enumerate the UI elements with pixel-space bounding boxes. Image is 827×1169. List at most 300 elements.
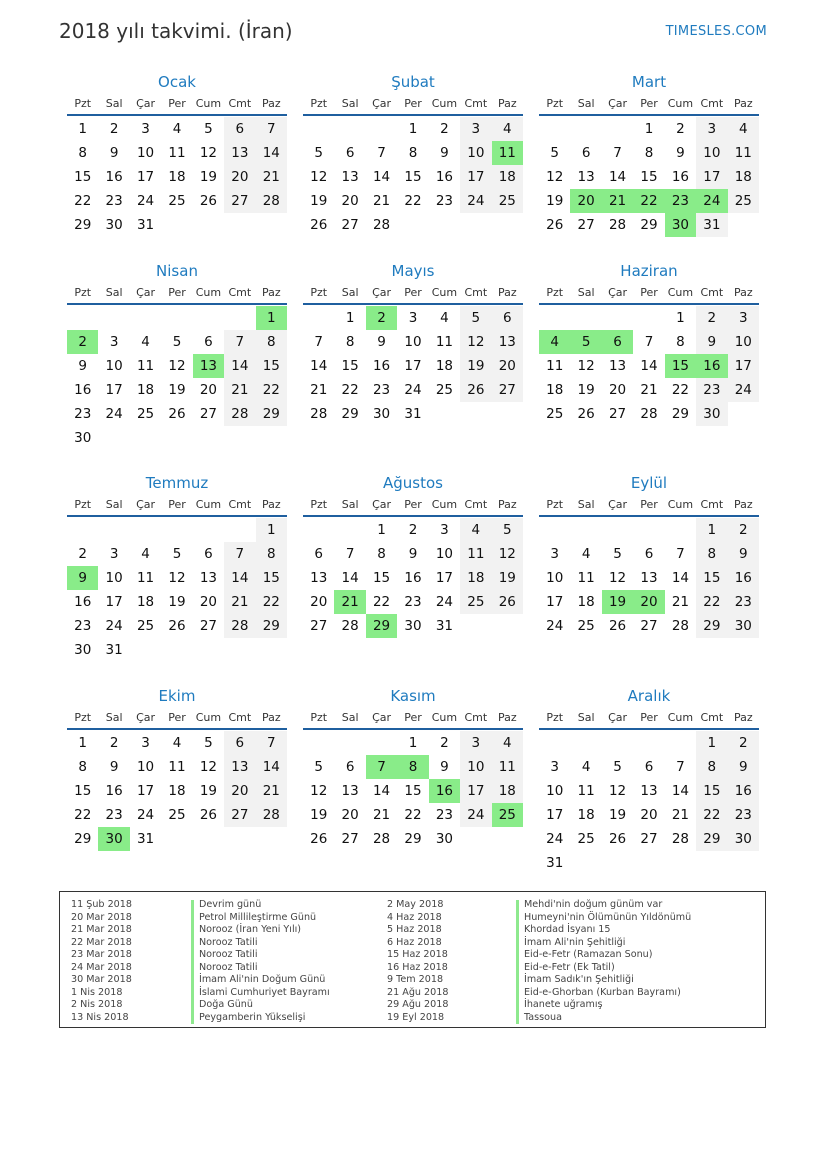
weekday-label: Sal xyxy=(341,710,359,724)
day-cell: 19 xyxy=(608,807,627,823)
weekday-label: Per xyxy=(404,710,422,724)
empty-cell xyxy=(161,306,192,330)
holiday-day: 13 xyxy=(193,354,224,378)
day-cell: 29 xyxy=(671,406,690,422)
month-6 xyxy=(539,261,759,426)
legend-entry: 29 Ağu 2018 xyxy=(387,999,449,1011)
weekday-label: Pzt xyxy=(74,96,92,110)
weekday-label: Paz xyxy=(497,710,517,724)
weekday-label: Sal xyxy=(105,710,123,724)
holiday-day: 20 xyxy=(633,590,664,614)
day-cell: 10 xyxy=(728,330,759,354)
day-cell: 28 xyxy=(224,402,255,426)
day-grid xyxy=(539,117,759,237)
day-cell: 6 xyxy=(345,145,355,161)
legend-entry: 9 Tem 2018 xyxy=(387,974,444,986)
day-cell: 19 xyxy=(546,193,564,209)
day-cell: 2 xyxy=(440,121,449,137)
day-cell: 26 xyxy=(168,618,186,634)
day-cell: 11 xyxy=(546,358,564,374)
empty-cell xyxy=(633,731,664,755)
month-11 xyxy=(303,686,523,851)
day-cell: 2 xyxy=(440,735,449,751)
legend-entry: 30 Mar 2018 xyxy=(71,974,132,986)
day-cell: 25 xyxy=(577,618,595,634)
weekday-label: Per xyxy=(640,96,658,110)
empty-cell xyxy=(130,306,161,330)
empty-cell xyxy=(130,518,161,542)
day-cell: 10 xyxy=(136,759,155,775)
weekday-header xyxy=(303,281,523,305)
weekday-label: Cmt xyxy=(700,710,724,724)
day-cell: 5 xyxy=(550,145,559,161)
holiday-day: 20 xyxy=(570,189,601,213)
day-cell: 14 xyxy=(310,358,328,374)
month-name: Ekim xyxy=(158,687,196,705)
day-cell: 9 xyxy=(440,759,449,775)
weekday-label: Cmt xyxy=(700,285,724,299)
day-cell: 9 xyxy=(109,759,119,775)
weekday-label: Çar xyxy=(608,497,628,511)
day-cell: 12 xyxy=(492,542,523,566)
day-cell: 15 xyxy=(341,358,359,374)
weekday-header xyxy=(303,92,523,116)
day-cell: 20 xyxy=(199,594,218,610)
day-cell: 19 xyxy=(492,566,523,590)
day-cell: 26 xyxy=(577,406,595,422)
day-cell: 29 xyxy=(640,217,658,233)
day-cell: 7 xyxy=(224,330,255,354)
day-cell: 3 xyxy=(460,731,491,755)
day-cell: 10 xyxy=(136,145,155,161)
day-cell: 17 xyxy=(105,382,123,398)
day-cell: 7 xyxy=(345,546,355,562)
day-cell: 18 xyxy=(577,807,595,823)
legend-entry: Eid-e-Ghorban (Kurban Bayramı) xyxy=(524,986,681,998)
day-cell: 15 xyxy=(696,566,727,590)
day-cell: 5 xyxy=(492,518,523,542)
day-cell: 10 xyxy=(546,570,564,586)
day-cell: 20 xyxy=(341,807,359,823)
day-cell: 16 xyxy=(105,783,123,799)
day-cell: 23 xyxy=(74,406,92,422)
day-cell: 10 xyxy=(696,141,727,165)
day-cell: 11 xyxy=(435,334,454,350)
day-cell: 13 xyxy=(341,169,359,185)
day-cell: 14 xyxy=(640,358,658,374)
day-cell: 7 xyxy=(644,334,654,350)
day-cell: 5 xyxy=(460,306,491,330)
day-cell: 9 xyxy=(676,145,685,161)
legend-entry: 15 Haz 2018 xyxy=(387,949,448,961)
day-cell: 21 xyxy=(224,378,255,402)
holiday-day: 1 xyxy=(256,306,287,330)
day-cell: 2 xyxy=(696,306,727,330)
day-cell: 11 xyxy=(728,141,759,165)
day-cell: 2 xyxy=(408,522,418,538)
legend-entry: 19 Eyl 2018 xyxy=(387,1011,445,1023)
day-cell: 22 xyxy=(404,807,422,823)
weekday-label: Sal xyxy=(577,497,595,511)
legend-names-col-2 xyxy=(524,899,691,1024)
day-cell: 21 xyxy=(224,590,255,614)
day-cell: 8 xyxy=(408,145,418,161)
empty-cell xyxy=(303,518,334,542)
legend-entry: 24 Mar 2018 xyxy=(71,961,132,973)
weekday-label: Çar xyxy=(136,96,156,110)
weekday-label: Çar xyxy=(372,285,392,299)
day-cell: 26 xyxy=(199,193,218,209)
holiday-day: 30 xyxy=(665,213,696,237)
day-cell: 4 xyxy=(440,310,449,326)
day-cell: 18 xyxy=(728,165,759,189)
day-cell: 23 xyxy=(404,594,422,610)
day-cell: 1 xyxy=(345,310,355,326)
day-cell: 7 xyxy=(676,546,685,562)
day-cell: 28 xyxy=(310,406,328,422)
day-cell: 12 xyxy=(546,169,564,185)
day-cell: 27 xyxy=(341,217,359,233)
empty-cell xyxy=(602,518,633,542)
day-cell: 8 xyxy=(256,330,287,354)
day-cell: 6 xyxy=(204,334,213,350)
weekday-label: Cum xyxy=(195,285,222,299)
day-cell: 11 xyxy=(136,570,155,586)
empty-cell xyxy=(98,306,129,330)
day-cell: 12 xyxy=(577,358,595,374)
legend-entry: Eid-e-Fetr (Ramazan Sonu) xyxy=(524,949,653,961)
day-grid xyxy=(303,306,523,426)
day-cell: 1 xyxy=(408,735,418,751)
holiday-day: 21 xyxy=(334,590,365,614)
weekday-label: Paz xyxy=(261,710,281,724)
day-cell: 21 xyxy=(372,807,391,823)
day-cell: 18 xyxy=(577,594,595,610)
weekday-header xyxy=(539,281,759,305)
day-cell: 28 xyxy=(671,831,690,847)
empty-cell xyxy=(67,518,98,542)
day-cell: 13 xyxy=(640,783,658,799)
day-cell: 3 xyxy=(550,759,559,775)
holiday-day: 5 xyxy=(570,330,601,354)
day-cell: 4 xyxy=(728,117,759,141)
day-cell: 3 xyxy=(728,306,759,330)
day-cell: 27 xyxy=(224,189,255,213)
weekday-header xyxy=(303,493,523,517)
weekday-label: Pzt xyxy=(310,285,328,299)
day-cell: 12 xyxy=(310,783,328,799)
day-cell: 19 xyxy=(168,594,186,610)
day-cell: 7 xyxy=(256,117,287,141)
weekday-label: Pzt xyxy=(310,710,328,724)
day-cell: 25 xyxy=(435,382,454,398)
weekday-label: Sal xyxy=(577,96,595,110)
day-cell: 13 xyxy=(199,570,218,586)
day-cell: 11 xyxy=(492,755,523,779)
day-cell: 1 xyxy=(377,522,386,538)
day-cell: 22 xyxy=(372,594,391,610)
day-cell: 25 xyxy=(168,193,186,209)
legend-divider xyxy=(191,900,194,1024)
holiday-day: 21 xyxy=(602,189,633,213)
empty-cell xyxy=(366,731,397,755)
day-cell: 3 xyxy=(141,121,150,137)
day-cell: 15 xyxy=(404,783,422,799)
empty-cell xyxy=(303,306,334,330)
day-cell: 27 xyxy=(199,618,218,634)
day-cell: 24 xyxy=(136,193,155,209)
day-grid xyxy=(67,117,287,237)
day-cell: 30 xyxy=(435,831,454,847)
empty-cell xyxy=(334,518,365,542)
day-cell: 8 xyxy=(676,334,685,350)
empty-cell xyxy=(98,518,129,542)
weekday-label: Çar xyxy=(608,96,628,110)
legend-entry: 21 Ağu 2018 xyxy=(387,986,449,998)
legend-entry: İslami Cumhuriyet Bayramı xyxy=(199,986,330,998)
day-cell: 26 xyxy=(608,831,627,847)
day-cell: 9 xyxy=(408,546,418,562)
day-cell: 13 xyxy=(640,570,658,586)
day-cell: 30 xyxy=(105,217,123,233)
day-cell: 15 xyxy=(74,783,92,799)
day-cell: 22 xyxy=(404,193,422,209)
weekday-label: Cmt xyxy=(228,710,252,724)
holiday-day: 19 xyxy=(602,590,633,614)
day-cell: 24 xyxy=(546,618,564,634)
day-cell: 26 xyxy=(492,590,523,614)
day-cell: 22 xyxy=(256,378,287,402)
day-cell: 17 xyxy=(136,783,155,799)
day-cell: 29 xyxy=(341,406,359,422)
day-cell: 4 xyxy=(492,731,523,755)
day-cell: 4 xyxy=(460,518,491,542)
day-cell: 20 xyxy=(310,594,328,610)
day-cell: 20 xyxy=(199,382,218,398)
day-cell: 2 xyxy=(109,121,119,137)
day-cell: 19 xyxy=(460,354,491,378)
legend-entry: 11 Şub 2018 xyxy=(71,899,132,910)
day-cell: 21 xyxy=(640,382,658,398)
weekday-label: Çar xyxy=(608,710,628,724)
empty-cell xyxy=(570,518,601,542)
month-name: Ocak xyxy=(158,73,196,91)
day-cell: 11 xyxy=(136,358,155,374)
weekday-header xyxy=(67,493,287,517)
month-5 xyxy=(303,261,523,426)
weekday-label: Cum xyxy=(667,497,694,511)
day-cell: 1 xyxy=(644,121,654,137)
day-cell: 17 xyxy=(136,169,155,185)
day-cell: 5 xyxy=(172,546,182,562)
day-cell: 8 xyxy=(696,755,727,779)
day-cell: 16 xyxy=(74,594,92,610)
weekday-header xyxy=(539,706,759,730)
day-cell: 18 xyxy=(492,779,523,803)
day-cell: 10 xyxy=(546,783,564,799)
day-cell: 22 xyxy=(671,382,690,398)
empty-cell xyxy=(224,306,255,330)
day-cell: 10 xyxy=(435,546,454,562)
day-cell: 22 xyxy=(696,803,727,827)
holiday-day: 25 xyxy=(492,803,523,827)
day-cell: 3 xyxy=(408,310,418,326)
day-cell: 9 xyxy=(728,755,759,779)
weekday-label: Pzt xyxy=(74,285,92,299)
weekday-label: Çar xyxy=(136,710,156,724)
day-cell: 1 xyxy=(78,121,87,137)
legend-entry: Khordad İsyanı 15 xyxy=(524,924,611,936)
day-cell: 7 xyxy=(613,145,622,161)
day-cell: 18 xyxy=(460,566,491,590)
day-cell: 14 xyxy=(608,169,627,185)
day-cell: 31 xyxy=(696,213,727,237)
empty-cell xyxy=(193,518,224,542)
day-cell: 9 xyxy=(377,334,386,350)
day-cell: 3 xyxy=(550,546,559,562)
weekday-label: Cmt xyxy=(228,497,252,511)
day-cell: 28 xyxy=(640,406,658,422)
day-cell: 25 xyxy=(492,189,523,213)
day-cell: 8 xyxy=(256,542,287,566)
weekday-label: Pzt xyxy=(546,96,564,110)
weekday-label: Cum xyxy=(667,285,694,299)
empty-cell xyxy=(334,117,365,141)
empty-cell xyxy=(665,731,696,755)
day-cell: 16 xyxy=(671,169,690,185)
weekday-label: Sal xyxy=(105,497,123,511)
day-cell: 4 xyxy=(581,546,591,562)
day-cell: 26 xyxy=(546,217,564,233)
legend-entry: 4 Haz 2018 xyxy=(387,911,442,923)
day-cell: 24 xyxy=(460,803,491,827)
holiday-day: 6 xyxy=(602,330,633,354)
day-cell: 21 xyxy=(256,165,287,189)
day-cell: 14 xyxy=(671,783,690,799)
day-cell: 17 xyxy=(728,354,759,378)
day-cell: 6 xyxy=(224,731,255,755)
legend-entry: 20 Mar 2018 xyxy=(71,911,132,923)
day-cell: 29 xyxy=(696,614,727,638)
day-cell: 12 xyxy=(199,759,218,775)
weekday-label: Paz xyxy=(733,497,753,511)
day-grid xyxy=(303,117,523,237)
day-cell: 11 xyxy=(577,570,595,586)
day-cell: 19 xyxy=(310,807,328,823)
day-cell: 28 xyxy=(341,618,359,634)
day-cell: 15 xyxy=(640,169,658,185)
weekday-label: Çar xyxy=(372,497,392,511)
day-cell: 23 xyxy=(435,807,454,823)
weekday-label: Paz xyxy=(497,497,517,511)
legend-entry: Norooz (İran Yeni Yılı) xyxy=(199,924,302,936)
day-cell: 31 xyxy=(136,831,155,847)
holiday-day: 15 xyxy=(665,354,696,378)
month-8 xyxy=(303,473,523,638)
weekday-label: Paz xyxy=(261,96,281,110)
day-cell: 16 xyxy=(372,358,391,374)
weekday-label: Cum xyxy=(195,96,222,110)
weekday-label: Per xyxy=(168,285,186,299)
day-cell: 8 xyxy=(78,145,87,161)
day-grid xyxy=(539,731,759,875)
empty-cell xyxy=(665,518,696,542)
day-cell: 16 xyxy=(435,169,454,185)
weekday-label: Çar xyxy=(372,96,392,110)
weekday-label: Cmt xyxy=(464,285,488,299)
weekday-label: Cmt xyxy=(464,710,488,724)
day-cell: 17 xyxy=(460,165,491,189)
day-cell: 24 xyxy=(105,406,123,422)
day-cell: 20 xyxy=(640,807,658,823)
day-cell: 23 xyxy=(728,803,759,827)
day-cell: 20 xyxy=(224,165,255,189)
day-cell: 18 xyxy=(136,382,155,398)
weekday-label: Cum xyxy=(431,710,458,724)
weekday-label: Çar xyxy=(372,710,392,724)
day-cell: 16 xyxy=(404,570,422,586)
day-cell: 28 xyxy=(372,217,391,233)
weekday-label: Pzt xyxy=(74,497,92,511)
day-cell: 6 xyxy=(581,145,591,161)
day-cell: 13 xyxy=(224,755,255,779)
legend-entry: Tassoua xyxy=(524,1011,562,1023)
day-cell: 23 xyxy=(105,807,123,823)
day-cell: 5 xyxy=(613,546,622,562)
day-cell: 12 xyxy=(168,570,186,586)
day-cell: 27 xyxy=(577,217,595,233)
weekday-label: Cmt xyxy=(228,96,252,110)
day-cell: 10 xyxy=(105,358,123,374)
weekday-label: Paz xyxy=(261,285,281,299)
day-cell: 11 xyxy=(460,542,491,566)
legend-divider xyxy=(516,900,519,1024)
legend-entry: Devrim günü xyxy=(199,899,262,910)
month-10 xyxy=(67,686,287,851)
day-cell: 18 xyxy=(168,169,186,185)
day-cell: 29 xyxy=(256,614,287,638)
weekday-label: Cmt xyxy=(700,96,724,110)
holiday-day: 23 xyxy=(665,189,696,213)
day-cell: 23 xyxy=(105,193,123,209)
empty-cell xyxy=(539,306,570,330)
day-cell: 1 xyxy=(408,121,418,137)
empty-cell xyxy=(224,518,255,542)
day-cell: 24 xyxy=(728,378,759,402)
day-cell: 18 xyxy=(136,594,155,610)
empty-cell xyxy=(633,518,664,542)
day-cell: 4 xyxy=(492,117,523,141)
month-3 xyxy=(539,72,759,237)
legend-entry: Norooz Tatili xyxy=(199,936,258,948)
holiday-day: 9 xyxy=(67,566,98,590)
empty-cell xyxy=(570,731,601,755)
weekday-label: Per xyxy=(168,710,186,724)
day-cell: 14 xyxy=(256,755,287,779)
day-cell: 31 xyxy=(546,855,564,871)
brand-link[interactable]: TIMESLES.COM xyxy=(665,24,767,39)
day-cell: 7 xyxy=(224,542,255,566)
day-cell: 8 xyxy=(377,546,386,562)
holiday-day: 22 xyxy=(633,189,664,213)
empty-cell xyxy=(303,731,334,755)
day-cell: 4 xyxy=(172,121,182,137)
day-cell: 22 xyxy=(256,590,287,614)
empty-cell xyxy=(303,117,334,141)
weekday-label: Sal xyxy=(105,285,123,299)
day-cell: 21 xyxy=(671,594,690,610)
day-cell: 5 xyxy=(172,334,182,350)
